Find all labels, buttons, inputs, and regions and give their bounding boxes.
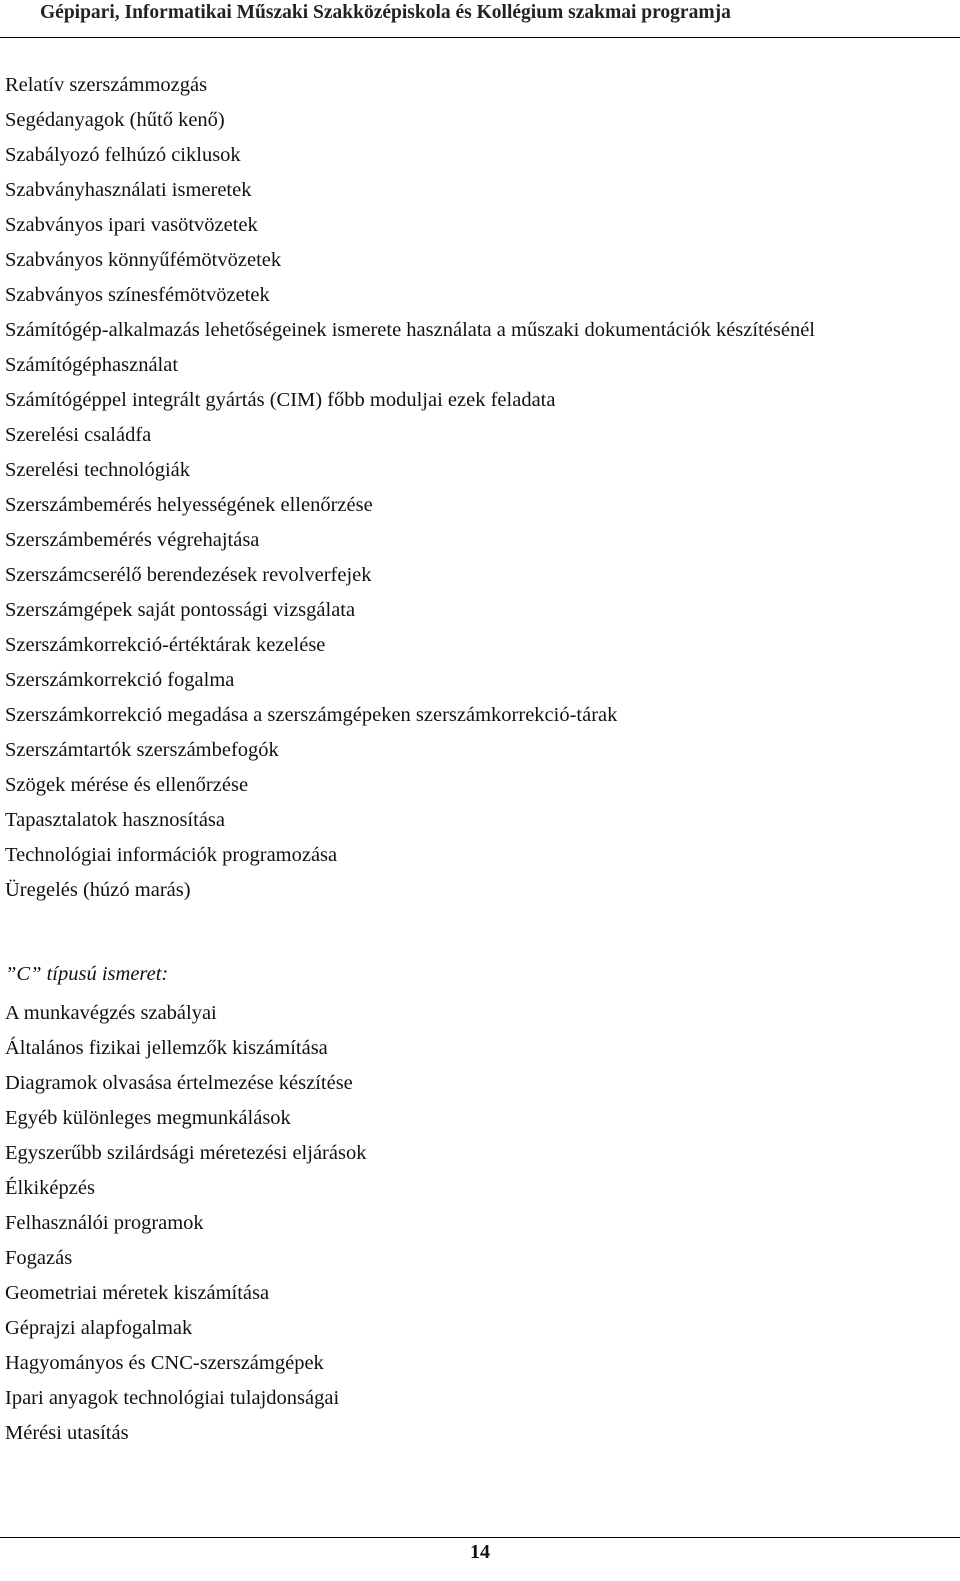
- list-item: Szabályozó felhúzó ciklusok: [5, 144, 241, 166]
- list-item: Szabványhasználati ismeretek: [5, 179, 252, 201]
- list-item: Szabványos színesfémötvözetek: [5, 284, 270, 306]
- list-item: Szerszámtartók szerszámbefogók: [5, 739, 279, 761]
- list-item: Segédanyagok (hűtő kenő): [5, 109, 225, 131]
- list-item: Szerszámkorrekció fogalma: [5, 669, 235, 691]
- list-item: Egyszerűbb szilárdsági méretezési eljárások: [5, 1142, 367, 1164]
- footer-divider: [0, 1537, 960, 1538]
- section-heading-c: ”C” típusú ismeret:: [5, 963, 169, 985]
- list-item: Szerelési technológiák: [5, 459, 191, 481]
- list-item: Szerszámbemérés végrehajtása: [5, 529, 260, 551]
- list-item: Hagyományos és CNC-szerszámgépek: [5, 1352, 324, 1374]
- list-item: Szerszámkorrekció-értéktárak kezelése: [5, 634, 326, 656]
- list-item: Relatív szerszámmozgás: [5, 74, 208, 96]
- list-item: Üregelés (húzó marás): [5, 879, 191, 901]
- list-item: Szabványos ipari vasötvözetek: [5, 214, 258, 236]
- document-title: Gépipari, Informatikai Műszaki Szakközépiskola és Kollégium szakmai programja: [40, 2, 731, 23]
- list-item: Számítógéphasználat: [5, 354, 179, 376]
- page-header: [0, 0, 960, 38]
- page-number: 14: [470, 1541, 490, 1563]
- list-item: Szerszámkorrekció megadása a szerszámgépeken szerszámkorrekció-tárak: [5, 704, 618, 726]
- topic-list-c: [5, 996, 945, 1451]
- list-item: A munkavégzés szabályai: [5, 1002, 217, 1024]
- list-item: Szerelési családfa: [5, 424, 152, 446]
- list-item: Szögek mérése és ellenőrzése: [5, 774, 249, 796]
- list-item: Élkiképzés: [5, 1177, 95, 1199]
- list-item: Technológiai információk programozása: [5, 844, 338, 866]
- list-item: Felhasználói programok: [5, 1212, 204, 1234]
- list-item: Szerszámbemérés helyességének ellenőrzése: [5, 494, 373, 516]
- list-item: Általános fizikai jellemzők kiszámítása: [5, 1037, 328, 1059]
- list-item: Geometriai méretek kiszámítása: [5, 1282, 270, 1304]
- list-item: Számítógép-alkalmazás lehetőségeinek ismerete használata a műszaki dokumentációk készítésénél: [5, 319, 815, 341]
- list-item: Számítógéppel integrált gyártás (CIM) főbb moduljai ezek feladata: [5, 389, 556, 411]
- list-item: Szerszámgépek saját pontossági vizsgálata: [5, 599, 356, 621]
- list-item: Géprajzi alapfogalmak: [5, 1317, 193, 1339]
- topic-list-b: [5, 68, 945, 908]
- list-item: Tapasztalatok hasznosítása: [5, 809, 225, 831]
- list-item: Egyéb különleges megmunkálások: [5, 1107, 291, 1129]
- list-item: Diagramok olvasása értelmezése készítése: [5, 1072, 353, 1094]
- list-item: Fogazás: [5, 1247, 73, 1269]
- list-item: Szabványos könnyűfémötvözetek: [5, 249, 282, 271]
- list-item: Ipari anyagok technológiai tulajdonságai: [5, 1387, 340, 1409]
- list-item: Mérési utasítás: [5, 1422, 129, 1444]
- list-item: Szerszámcserélő berendezések revolverfejek: [5, 564, 372, 586]
